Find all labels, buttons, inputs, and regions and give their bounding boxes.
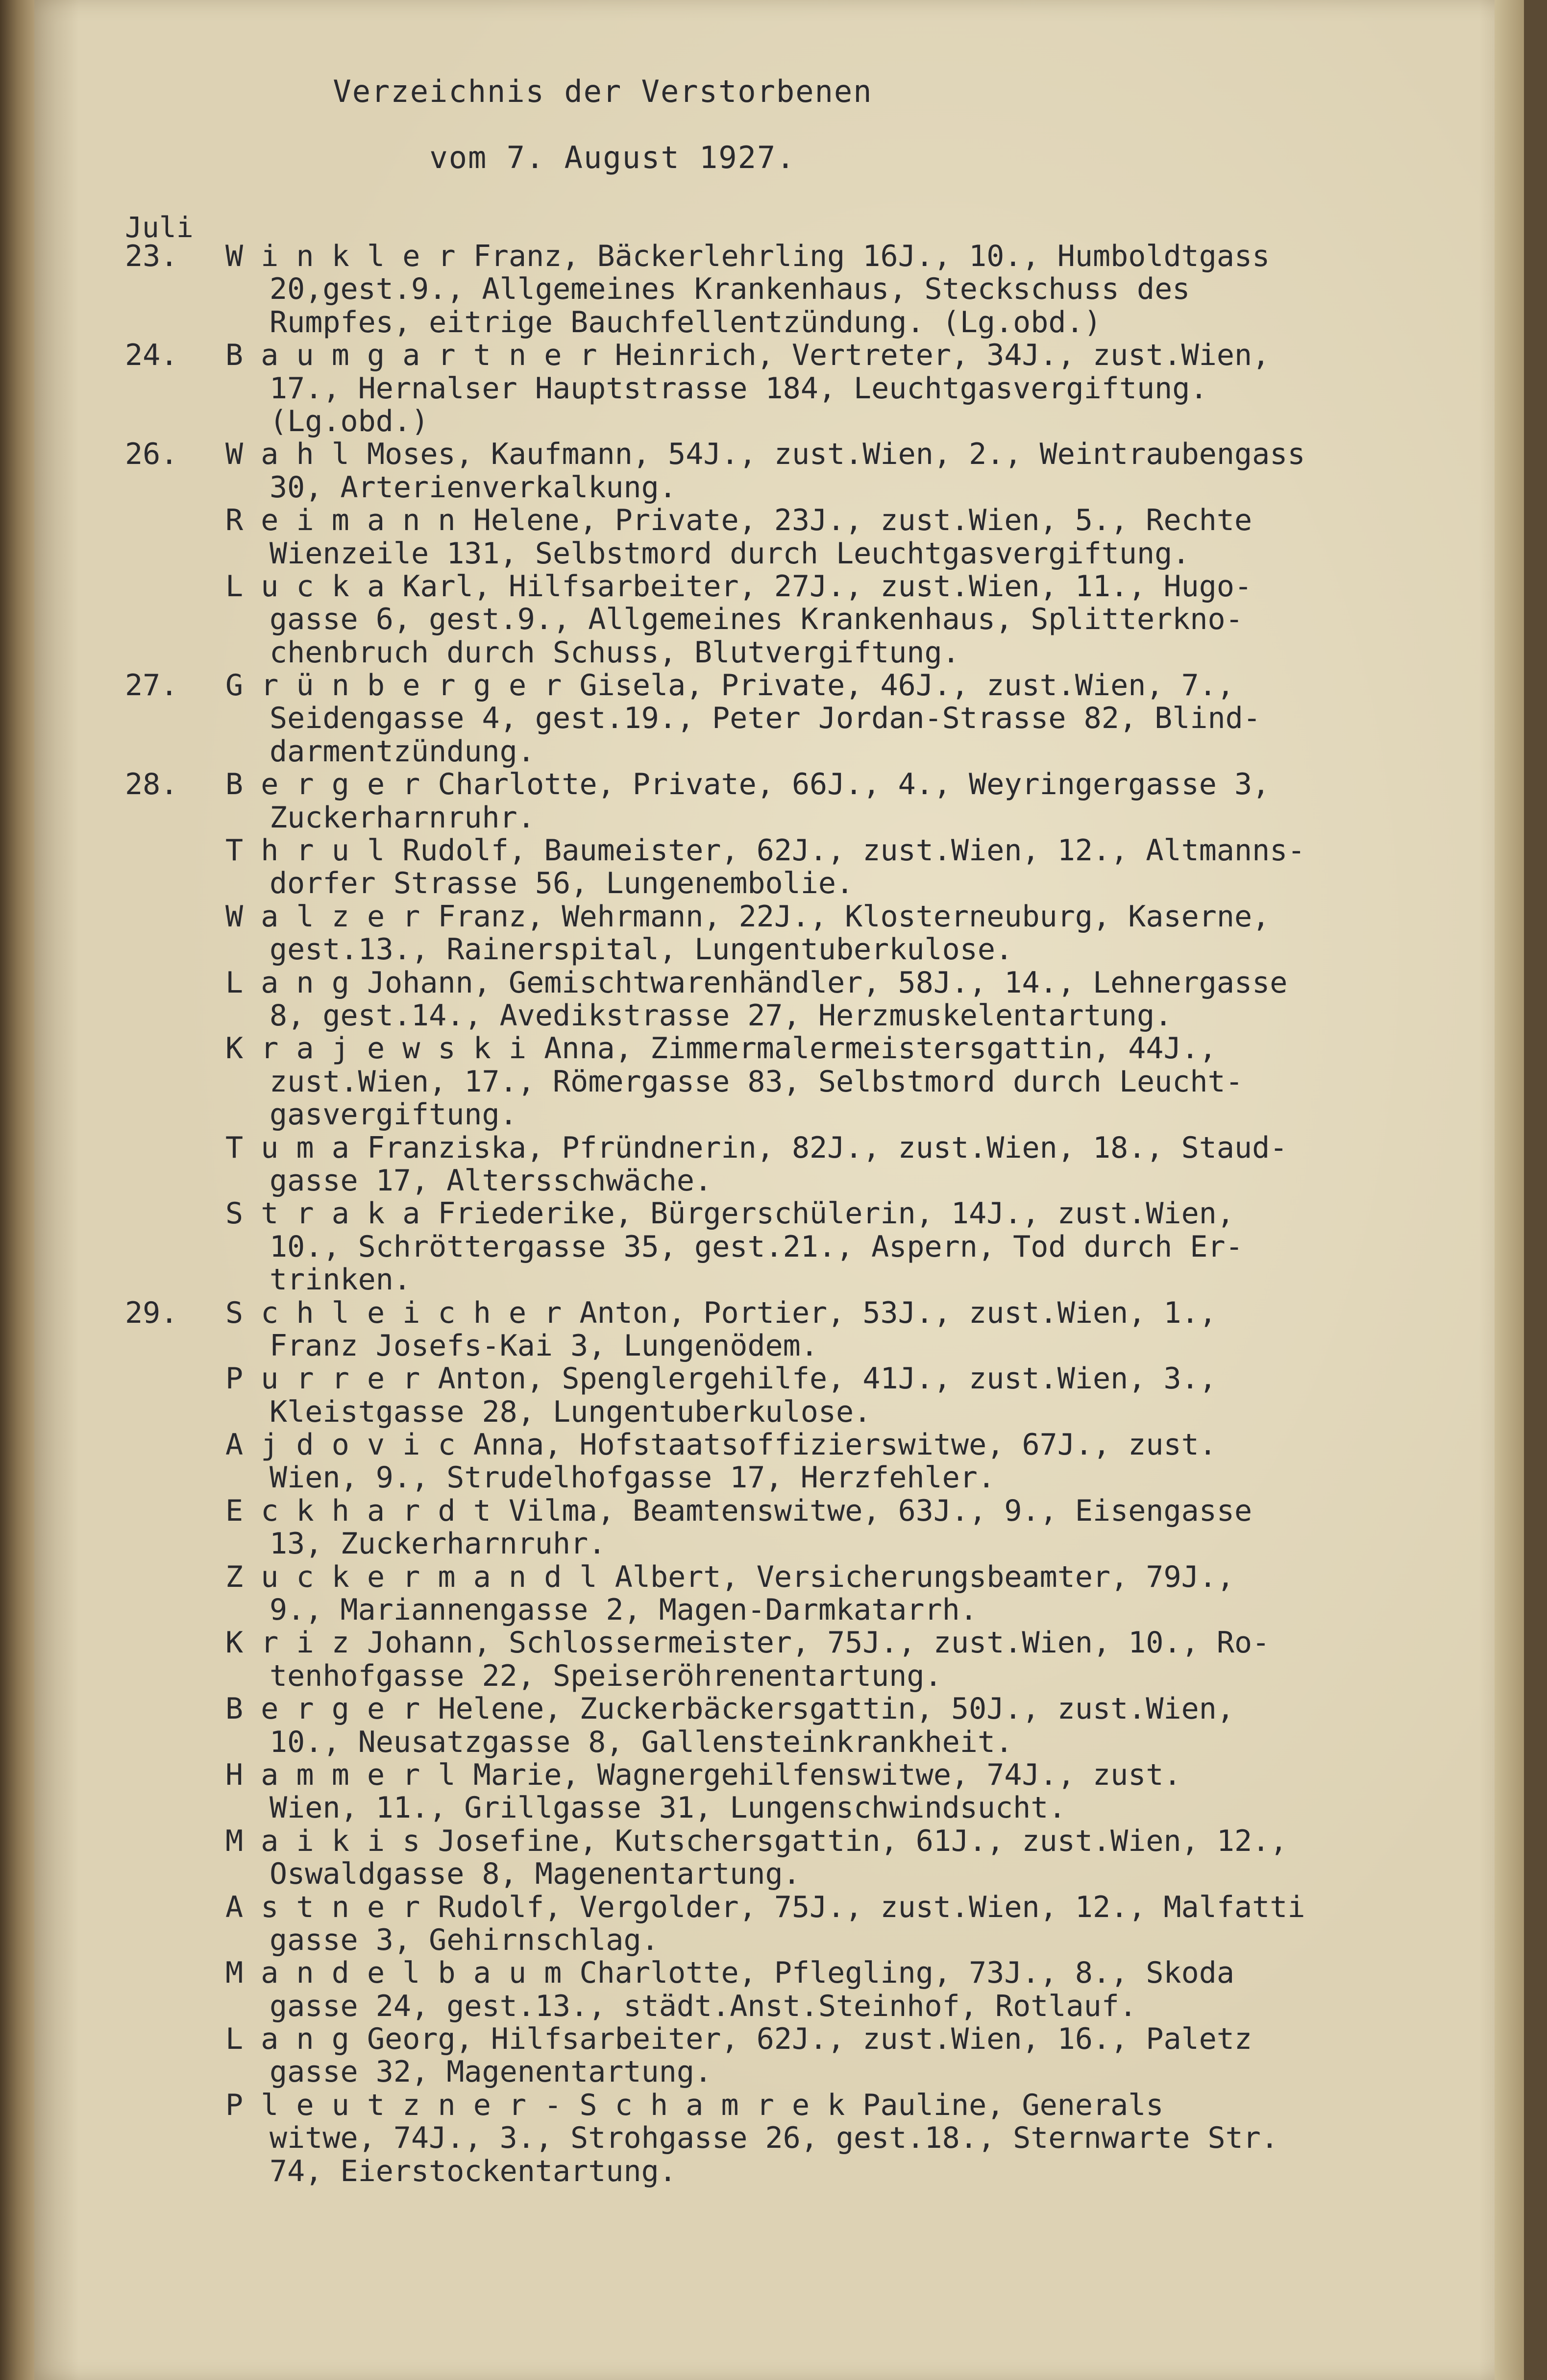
- entry-text: L a n g Georg, Hilfsarbeiter, 62J., zust.Wien, 16., Paletz: [225, 2023, 1252, 2056]
- entry-text: 20,gest.9., Allgemeines Krankenhaus, Steckschuss des: [270, 273, 1190, 306]
- entry-text: witwe, 74J., 3., Strohgasse 26, gest.18., Sternwarte Str.: [270, 2122, 1279, 2155]
- entry-text: L u c k a Karl, Hilfsarbeiter, 27J., zust.Wien, 11., Hugo-: [225, 570, 1252, 604]
- entry-date: [125, 1561, 225, 1594]
- entry-date: [125, 570, 225, 603]
- entry-line: [125, 1396, 1389, 1429]
- entry-text: Seidengasse 4, gest.19., Peter Jordan-Strasse 82, Blind-: [270, 702, 1261, 735]
- entry-text: gest.13., Rainerspital, Lungentuberkulose.: [270, 933, 1013, 967]
- entry-line: [125, 1990, 1389, 2023]
- entry-text: B e r g e r Charlotte, Private, 66J., 4., Weyringergasse 3,: [225, 768, 1270, 801]
- entry-date: [125, 1858, 225, 1891]
- entry-text: W i n k l e r Franz, Bäckerlehrling 16J., 10., Humboldtgass: [225, 240, 1270, 273]
- document-page: [34, 0, 1524, 2380]
- entry-line: [125, 1825, 1389, 1858]
- entry-text: gasse 17, Altersschwäche.: [270, 1164, 712, 1198]
- entry-date: [125, 1362, 225, 1395]
- entry-line: [125, 471, 1389, 504]
- month-label: Juli: [125, 211, 194, 244]
- entry-date: [125, 1197, 225, 1230]
- entry-text: 9., Mariannengasse 2, Magen-Darmkatarrh.: [270, 1594, 978, 1627]
- entry-date: [125, 1066, 225, 1098]
- entry-line: [125, 1858, 1389, 1891]
- entry-line: [125, 1924, 1389, 1957]
- entry-line: [125, 504, 1389, 537]
- entry-text: M a i k i s Josefine, Kutschersgattin, 61J., zust.Wien, 12.,: [225, 1824, 1288, 1858]
- entry-line: [125, 1726, 1389, 1759]
- entry-line: [125, 2122, 1389, 2155]
- entry-text: 74, Eierstockentartung.: [270, 2155, 677, 2188]
- entry-text: K r a j e w s k i Anna, Zimmermalermeistersgattin, 44J.,: [225, 1032, 1217, 1066]
- entry-date: [125, 1495, 225, 1528]
- entry-text: (Lg.obd.): [270, 405, 429, 438]
- entry-date: 24.: [125, 338, 178, 373]
- entry-text: G r ü n b e r g e r Gisela, Private, 46J., zust.Wien, 7.,: [225, 669, 1235, 703]
- entry-text: Rumpfes, eitrige Bauchfellentzündung. (Lg.obd.): [270, 306, 1102, 340]
- entry-date: [125, 900, 225, 933]
- entry-line: [125, 2023, 1389, 2056]
- entry-date: [125, 1759, 225, 1792]
- entry-line: [125, 1132, 1389, 1165]
- entry-text: T u m a Franziska, Pfründnerin, 82J., zust.Wien, 18., Staud-: [225, 1131, 1288, 1165]
- entry-line: [125, 537, 1389, 570]
- entry-line: [125, 933, 1389, 966]
- entry-line: [125, 570, 1389, 603]
- entry-line: [125, 1429, 1389, 1461]
- entry-text: 10., Schröttergasse 35, gest.21., Aspern, Tod durch Er-: [270, 1230, 1243, 1264]
- entry-date: [125, 801, 225, 834]
- entry-text: T h r u l Rudolf, Baumeister, 62J., zust.Wien, 12., Altmanns-: [225, 834, 1305, 868]
- entry-line: [125, 1660, 1389, 1693]
- entry-text: B a u m g a r t n e r Heinrich, Vertreter, 34J., zust.Wien,: [225, 339, 1270, 372]
- entry-text: P u r r e r Anton, Spenglergehilfe, 41J., zust.Wien, 3.,: [225, 1362, 1217, 1396]
- entry-date: [125, 1396, 225, 1429]
- entry-line: [125, 1528, 1389, 1560]
- entry-line: [125, 1165, 1389, 1197]
- entry-line: [125, 900, 1389, 933]
- entry-date: [125, 1891, 225, 1924]
- entry-line: [125, 1263, 1389, 1296]
- entry-line: [125, 669, 1389, 702]
- entry-line: [125, 339, 1389, 372]
- entry-date: [125, 1231, 225, 1263]
- entry-date: [125, 1825, 225, 1858]
- entry-line: [125, 273, 1389, 306]
- entry-date: [125, 867, 225, 900]
- entry-date: [125, 2122, 225, 2155]
- entry-text: darmentzündung.: [270, 735, 535, 769]
- entry-date: [125, 1990, 225, 2023]
- entry-text: Franz Josefs-Kai 3, Lungenödem.: [270, 1329, 818, 1363]
- entry-line: [125, 306, 1389, 339]
- entry-text: H a m m e r l Marie, Wagnergehilfenswitwe, 74J., zust.: [225, 1758, 1181, 1792]
- entry-line: [125, 834, 1389, 867]
- entry-date: [125, 273, 225, 306]
- entry-line: [125, 240, 1389, 273]
- entry-date: [125, 2056, 225, 2089]
- entry-date: [125, 306, 225, 339]
- entry-date: [125, 1693, 225, 1725]
- entry-date: [125, 405, 225, 438]
- entry-date: 26.: [125, 437, 178, 472]
- entry-date: 23.: [125, 239, 178, 273]
- entry-date: [125, 504, 225, 537]
- entry-date: [125, 1924, 225, 1957]
- entry-text: gasse 32, Magenentartung.: [270, 2056, 712, 2089]
- entry-line: [125, 1759, 1389, 1792]
- entry-date: [125, 1461, 225, 1494]
- entry-date: [125, 1660, 225, 1693]
- entry-line: [125, 1032, 1389, 1065]
- entry-date: [125, 636, 225, 669]
- entry-date: [125, 603, 225, 636]
- entry-date: [125, 1792, 225, 1824]
- entry-line: [125, 1461, 1389, 1494]
- entry-text: 30, Arterienverkalkung.: [270, 471, 677, 505]
- entry-text: zust.Wien, 17., Römergasse 83, Selbstmord durch Leucht-: [270, 1065, 1243, 1099]
- entry-date: 27.: [125, 668, 178, 703]
- entry-text: E c k h a r d t Vilma, Beamtenswitwe, 63J., 9., Eisengasse: [225, 1494, 1252, 1528]
- entry-list: [125, 240, 1389, 2188]
- entry-date: [125, 967, 225, 999]
- entry-line: [125, 1098, 1389, 1131]
- entry-line: [125, 438, 1389, 471]
- entry-text: tenhofgasse 22, Speiseröhrenentartung.: [270, 1659, 942, 1693]
- entry-date: [125, 1098, 225, 1131]
- entry-text: M a n d e l b a u m Charlotte, Pflegling, 73J., 8., Skoda: [225, 1957, 1235, 1990]
- entry-line: [125, 999, 1389, 1032]
- entry-line: [125, 636, 1389, 669]
- entry-date: [125, 1627, 225, 1659]
- entry-date: [125, 471, 225, 504]
- entry-line: [125, 1495, 1389, 1528]
- entry-text: S c h l e i c h e r Anton, Portier, 53J., zust.Wien, 1.,: [225, 1296, 1217, 1330]
- entry-line: [125, 1330, 1389, 1362]
- entry-date: [125, 933, 225, 966]
- entry-line: [125, 2155, 1389, 2188]
- entry-line: [125, 1693, 1389, 1725]
- entry-text: B e r g e r Helene, Zuckerbäckersgattin, 50J., zust.Wien,: [225, 1693, 1235, 1726]
- entry-date: [125, 2155, 225, 2188]
- entry-text: W a h l Moses, Kaufmann, 54J., zust.Wien, 2., Weintraubengass: [225, 438, 1305, 471]
- entry-date: [125, 1528, 225, 1560]
- entry-text: gasvergiftung.: [270, 1098, 517, 1132]
- entry-text: L a n g Johann, Gemischtwarenhändler, 58J., 14., Lehnergasse: [225, 966, 1288, 999]
- entry-date: [125, 2089, 225, 2122]
- entry-date: [125, 834, 225, 867]
- entry-text: Kleistgasse 28, Lungentuberkulose.: [270, 1395, 872, 1429]
- entry-text: 13, Zuckerharnruhr.: [270, 1528, 606, 1561]
- entry-line: [125, 1594, 1389, 1627]
- entry-text: Wienzeile 131, Selbstmord durch Leuchtgasvergiftung.: [270, 537, 1190, 570]
- entry-text: A j d o v i c Anna, Hofstaatsoffizierswitwe, 67J., zust.: [225, 1429, 1217, 1462]
- entry-text: Oswaldgasse 8, Magenentartung.: [270, 1858, 801, 1891]
- entry-text: gasse 6, gest.9., Allgemeines Krankenhaus, Splitterkno-: [270, 603, 1243, 636]
- entry-text: Z u c k e r m a n d l Albert, Versicherungsbeamter, 79J.,: [225, 1560, 1235, 1594]
- entry-date: [125, 702, 225, 735]
- entry-text: W a l z e r Franz, Wehrmann, 22J., Klosterneuburg, Kaserne,: [225, 900, 1270, 934]
- entry-line: [125, 967, 1389, 999]
- entry-text: 17., Hernalser Hauptstrasse 184, Leuchtgasvergiftung.: [270, 372, 1208, 405]
- entry-line: [125, 768, 1389, 801]
- entry-date: [125, 1132, 225, 1165]
- entry-text: 10., Neusatzgasse 8, Gallensteinkrankheit.: [270, 1725, 1013, 1759]
- entry-date: [125, 372, 225, 405]
- entry-line: [125, 867, 1389, 900]
- entry-date: [125, 1957, 225, 1990]
- entry-text: dorfer Strasse 56, Lungenembolie.: [270, 867, 854, 900]
- entry-date: [125, 999, 225, 1032]
- entry-text: S t r a k a Friederike, Bürgerschülerin, 14J., zust.Wien,: [225, 1197, 1235, 1231]
- entry-line: [125, 1957, 1389, 1990]
- entry-text: Zuckerharnruhr.: [270, 801, 535, 835]
- document-subtitle: vom 7. August 1927.: [429, 140, 796, 175]
- entry-date: [125, 1263, 225, 1296]
- entry-line: [125, 2089, 1389, 2122]
- entry-date: [125, 2023, 225, 2056]
- entry-date: [125, 1330, 225, 1362]
- entry-line: [125, 372, 1389, 405]
- entry-date: [125, 735, 225, 768]
- entry-text: gasse 24, gest.13., städt.Anst.Steinhof, Rotlauf.: [270, 1990, 1137, 2023]
- entry-date: 28.: [125, 767, 178, 802]
- entry-date: [125, 1165, 225, 1197]
- entry-date: [125, 1726, 225, 1759]
- entry-line: [125, 1231, 1389, 1263]
- entry-line: [125, 1362, 1389, 1395]
- entry-text: A s t n e r Rudolf, Vergolder, 75J., zust.Wien, 12., Malfatti: [225, 1891, 1305, 1924]
- entry-line: [125, 2056, 1389, 2089]
- entry-line: [125, 801, 1389, 834]
- entry-text: gasse 3, Gehirnschlag.: [270, 1923, 659, 1957]
- entry-line: [125, 1197, 1389, 1230]
- entry-line: [125, 1066, 1389, 1098]
- entry-text: Wien, 11., Grillgasse 31, Lungenschwindsucht.: [270, 1792, 1066, 1825]
- entry-date: 29.: [125, 1295, 178, 1330]
- entry-text: chenbruch durch Schuss, Blutvergiftung.: [270, 636, 960, 670]
- entry-text: R e i m a n n Helene, Private, 23J., zust.Wien, 5., Rechte: [225, 504, 1252, 537]
- entry-text: P l e u t z n e r - S c h a m r e k Pauline, Generals: [225, 2089, 1164, 2122]
- entry-line: [125, 1297, 1389, 1330]
- document-title: Verzeichnis der Verstorbenen: [333, 73, 873, 109]
- entry-date: [125, 537, 225, 570]
- entry-line: [125, 603, 1389, 636]
- entry-line: [125, 1792, 1389, 1824]
- entry-line: [125, 1891, 1389, 1924]
- page-edge: [1495, 0, 1524, 2380]
- entry-text: 8, gest.14., Avedikstrasse 27, Herzmuskelentartung.: [270, 999, 1173, 1033]
- entry-line: [125, 735, 1389, 768]
- entry-text: Wien, 9., Strudelhofgasse 17, Herzfehler.: [270, 1461, 996, 1495]
- entry-line: [125, 702, 1389, 735]
- entry-text: K r i z Johann, Schlossermeister, 75J., zust.Wien, 10., Ro-: [225, 1627, 1270, 1660]
- entry-date: [125, 1594, 225, 1627]
- entry-line: [125, 1627, 1389, 1659]
- entry-text: trinken.: [270, 1263, 411, 1297]
- entry-line: [125, 1561, 1389, 1594]
- entry-date: [125, 1429, 225, 1461]
- entry-line: [125, 405, 1389, 438]
- entry-date: [125, 1032, 225, 1065]
